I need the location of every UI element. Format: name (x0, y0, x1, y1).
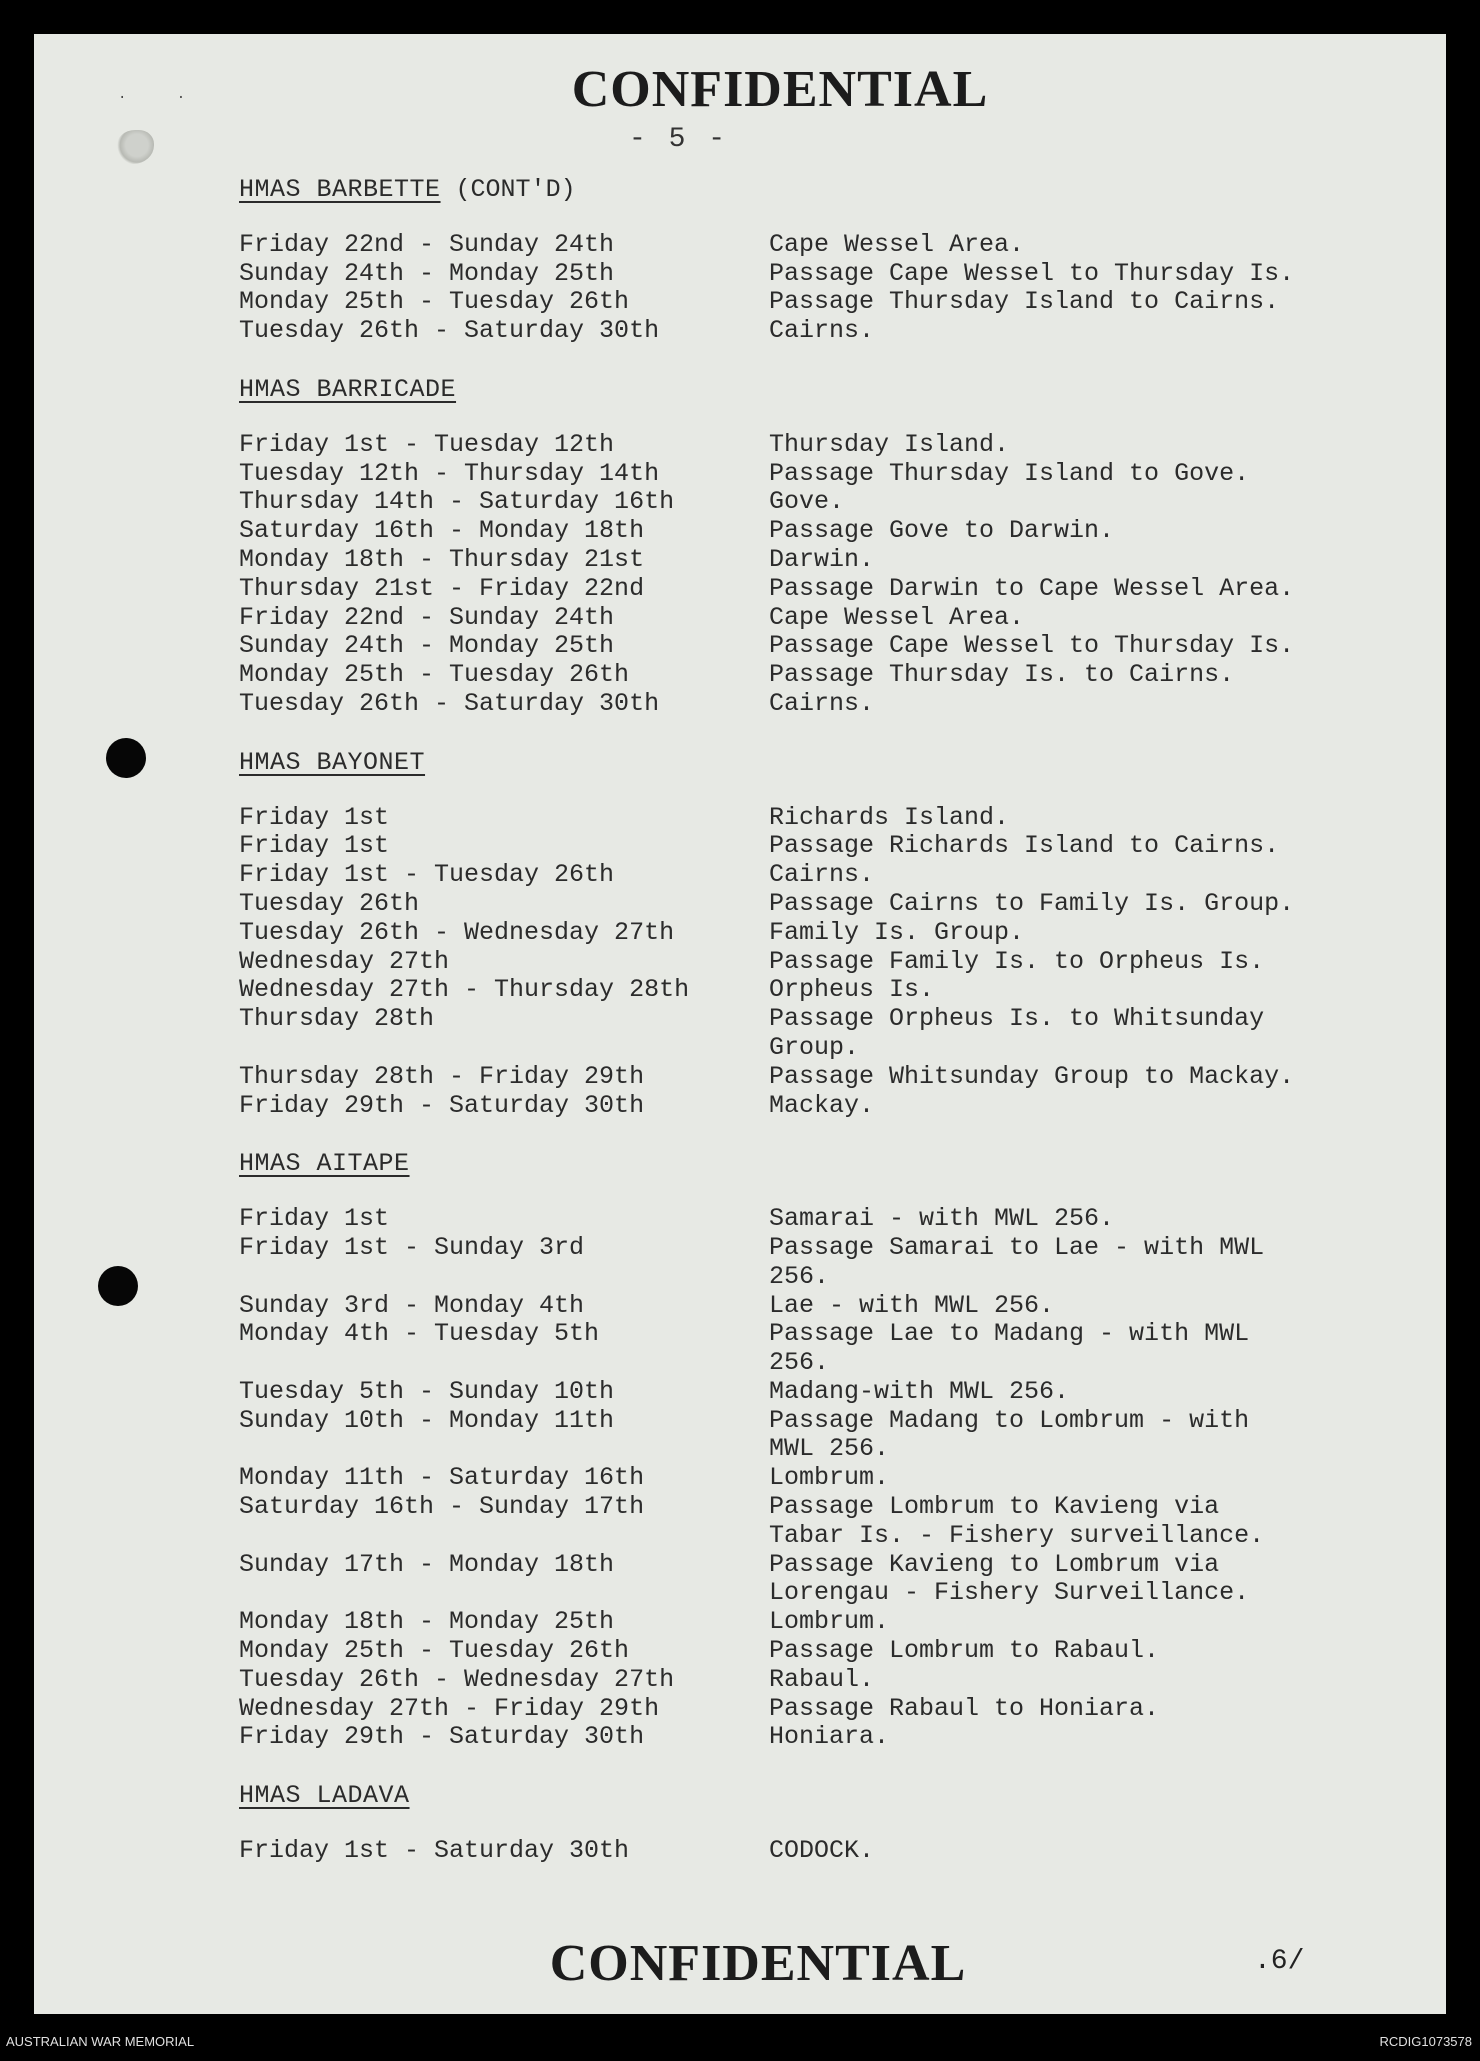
row-activity: Passage Rabaul to Honiara. (769, 1693, 1160, 1723)
row-activity: Passage Lombrum to Rabaul. (769, 1636, 1160, 1666)
section-heading: HMAS BAYONET (239, 747, 426, 777)
row-activity: Madang-with MWL 256. (769, 1376, 1070, 1406)
section-heading: HMAS BARBETTE (239, 175, 441, 204)
row-activity: Honiara. (769, 1722, 890, 1752)
section-bayonet (239, 749, 1369, 1121)
section-heading: HMAS LADAVA (239, 1781, 410, 1811)
row-dates: Monday 25th - Tuesday 26th (239, 1636, 630, 1666)
row-activity: Passage Thursday Island to Gove. (769, 458, 1250, 488)
row-dates: Sunday 24th - Monday 25th (239, 631, 615, 661)
row-activity: Passage Family Is. to Orpheus Is. (769, 946, 1265, 976)
row-activity: Passage Whitsunday Group to Mackay. (769, 1061, 1295, 1091)
row-activity: CODOCK. (769, 1836, 875, 1866)
row-activity: Passage Samarai to Lae - with MWL 256. (769, 1232, 1265, 1291)
row-dates: Monday 11th - Saturday 16th (239, 1463, 645, 1493)
row-dates: Tuesday 26th (239, 888, 420, 918)
row-dates: Monday 25th - Tuesday 26th (239, 287, 630, 317)
row-dates: Thursday 14th - Saturday 16th (239, 487, 675, 517)
section-heading: HMAS BARRICADE (239, 374, 457, 404)
row-dates: Friday 1st - Saturday 30th (239, 1836, 630, 1866)
row-dates: Friday 1st (239, 1204, 390, 1234)
section-heading: HMAS AITAPE (239, 1149, 410, 1179)
punch-hole (106, 738, 146, 778)
row-dates: Friday 1st - Sunday 3rd (239, 1232, 585, 1262)
row-dates: Monday 4th - Tuesday 5th (239, 1319, 600, 1349)
row-activity: Thursday Island. (769, 429, 1010, 459)
row-activity: Family Is. Group. (769, 917, 1025, 947)
row-activity: Cape Wessel Area. (769, 602, 1025, 632)
row-dates: Thursday 28th (239, 1004, 435, 1034)
row-activity: Passage Darwin to Cape Wessel Area. (769, 573, 1295, 603)
continuation-marker: .6/ (1254, 1946, 1305, 1977)
row-dates: Tuesday 12th - Thursday 14th (239, 458, 660, 488)
row-activity: Cairns. (769, 316, 875, 346)
row-activity: Darwin. (769, 544, 875, 574)
paper-specks: · · (118, 90, 186, 106)
schedule-rows (239, 1837, 1369, 1866)
confidential-stamp-bottom: CONFIDENTIAL (549, 1935, 967, 1992)
row-dates: Sunday 24th - Monday 25th (239, 258, 615, 288)
row-activity: Orpheus Is. (769, 975, 935, 1005)
row-activity: Passage Richards Island to Cairns. (769, 831, 1280, 861)
row-dates: Tuesday 26th - Wednesday 27th (239, 917, 675, 947)
row-dates: Wednesday 27th - Friday 29th (239, 1693, 660, 1723)
row-dates: Tuesday 26th - Saturday 30th (239, 688, 660, 718)
row-dates: Friday 29th - Saturday 30th (239, 1722, 645, 1752)
section-aitape (239, 1150, 1369, 1752)
row-activity: Passage Lae to Madang - with MWL 256. (769, 1319, 1250, 1378)
row-dates: Monday 18th - Monday 25th (239, 1607, 615, 1637)
row-dates: Monday 18th - Thursday 21st (239, 544, 645, 574)
row-dates: Friday 1st (239, 802, 390, 832)
row-activity: Passage Thursday Island to Cairns. (769, 287, 1280, 317)
archive-label: AUSTRALIAN WAR MEMORIAL (6, 2034, 195, 2049)
row-activity: Gove. (769, 487, 845, 517)
row-activity: Passage Gove to Darwin. (769, 516, 1115, 546)
section-barbette (239, 176, 1369, 346)
row-dates: Friday 22nd - Sunday 24th (239, 229, 615, 259)
row-activity: Mackay. (769, 1090, 875, 1120)
schedule-rows (239, 804, 1369, 1121)
row-dates: Sunday 17th - Monday 18th (239, 1549, 615, 1579)
section-ladava (239, 1782, 1369, 1866)
row-dates: Thursday 21st - Friday 22nd (239, 573, 645, 603)
archive-id: RCDIG1073578 (1379, 2034, 1472, 2049)
schedule-rows (239, 431, 1369, 719)
schedule-rows (239, 231, 1369, 346)
page-number: - 5 - (629, 124, 729, 155)
document-page (34, 34, 1446, 2014)
row-dates: Monday 25th - Tuesday 26th (239, 660, 630, 690)
row-dates: Friday 1st - Tuesday 12th (239, 429, 615, 459)
schedule-rows (239, 1205, 1369, 1752)
row-dates: Tuesday 5th - Sunday 10th (239, 1376, 615, 1406)
row-activity: Cairns. (769, 688, 875, 718)
section-heading-line (239, 176, 1369, 231)
row-activity: Passage Thursday Is. to Cairns. (769, 660, 1235, 690)
row-dates: Friday 1st (239, 831, 390, 861)
row-activity: Rabaul. (769, 1664, 875, 1694)
row-activity: Passage Cape Wessel to Thursday Is. (769, 631, 1295, 661)
row-activity: Richards Island. (769, 802, 1010, 832)
row-activity: Passage Kavieng to Lombrum via Lorengau - Fishery Surveillance. (769, 1549, 1250, 1608)
row-activity: Passage Cairns to Family Is. Group. (769, 888, 1295, 918)
row-dates: Saturday 16th - Sunday 17th (239, 1492, 645, 1522)
heading-suffix: (CONT'D) (440, 175, 576, 204)
row-dates: Saturday 16th - Monday 18th (239, 516, 645, 546)
row-dates: Wednesday 27th (239, 946, 450, 976)
row-activity: Lombrum. (769, 1607, 890, 1637)
row-dates: Tuesday 26th - Saturday 30th (239, 316, 660, 346)
row-dates: Wednesday 27th - Thursday 28th (239, 975, 690, 1005)
row-dates: Tuesday 26th - Wednesday 27th (239, 1664, 675, 1694)
row-activity: Passage Madang to Lombrum - with MWL 256. (769, 1405, 1250, 1464)
row-dates: Friday 22nd - Sunday 24th (239, 602, 615, 632)
row-activity: Lombrum. (769, 1463, 890, 1493)
paper-damage (116, 130, 154, 164)
section-barricade (239, 376, 1369, 719)
row-activity: Cairns. (769, 860, 875, 890)
row-activity: Lae - with MWL 256. (769, 1290, 1055, 1320)
row-activity: Samarai - with MWL 256. (769, 1204, 1115, 1234)
confidential-stamp-top: CONFIDENTIAL (571, 61, 989, 118)
schedule-body (239, 176, 1369, 1896)
row-dates: Thursday 28th - Friday 29th (239, 1061, 645, 1091)
row-dates: Friday 29th - Saturday 30th (239, 1090, 645, 1120)
row-activity: Passage Orpheus Is. to Whitsunday Group. (769, 1004, 1265, 1062)
row-dates: Sunday 10th - Monday 11th (239, 1405, 615, 1435)
row-activity: Passage Cape Wessel to Thursday Is. (769, 258, 1295, 288)
row-dates: Friday 1st - Tuesday 26th (239, 860, 615, 890)
row-activity: Passage Lombrum to Kavieng via Tabar Is. - Fishery surveillance. (769, 1492, 1265, 1550)
punch-hole (98, 1266, 138, 1306)
row-activity: Cape Wessel Area. (769, 229, 1025, 259)
row-dates: Sunday 3rd - Monday 4th (239, 1290, 585, 1320)
